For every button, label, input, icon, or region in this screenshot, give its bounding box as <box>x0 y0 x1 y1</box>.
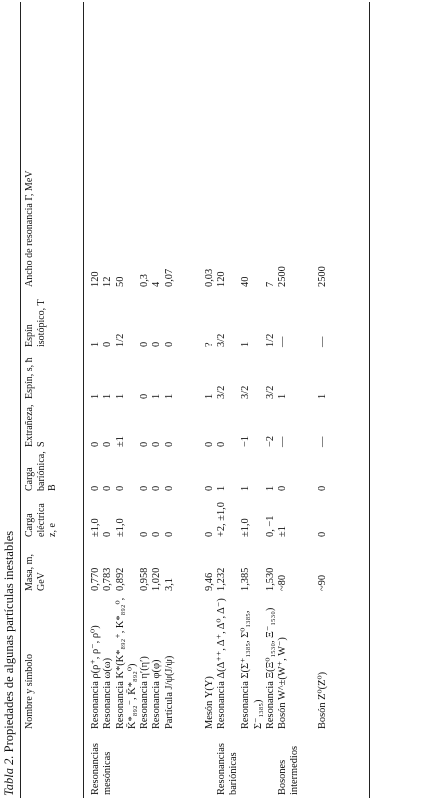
cell-name-text: Resonancia η′(η′) <box>139 656 151 729</box>
cell-strangeness-text: 0 <box>90 441 101 447</box>
cell-baryon-text: 1 <box>264 485 276 491</box>
cell-mass-text: 1,020 <box>151 567 163 591</box>
caption-text: Propiedades de algunas partículas inestables <box>2 530 16 753</box>
cell-name-text: Resonancia ω(ω) <box>102 657 114 729</box>
cell-width-text: 4 <box>151 281 163 287</box>
cell-mass <box>115 540 140 594</box>
cell-baryon-text: 0 <box>114 485 126 491</box>
table-row <box>102 2 114 798</box>
cell-strangeness <box>84 402 103 450</box>
cell-name-text: Mesón Υ(Υ) <box>203 676 215 729</box>
cell-spin <box>102 350 114 402</box>
cell-strangeness-text: 0 <box>203 441 215 447</box>
cell-name <box>277 594 317 732</box>
cell-baryon <box>317 450 361 494</box>
cell-width <box>115 2 140 290</box>
table-row <box>151 2 163 798</box>
cell-mass <box>216 540 241 594</box>
cell-name <box>317 594 361 732</box>
cell-baryon-text: 0 <box>90 485 101 491</box>
cell-width-text: 40 <box>240 276 252 287</box>
particles-table <box>20 2 370 798</box>
cell-strangeness <box>240 402 265 450</box>
cell-isospin-text: 0 <box>102 341 114 347</box>
cell-strangeness <box>164 402 204 450</box>
cell-charge <box>216 494 241 540</box>
cell-charge-text: 0 <box>163 531 175 537</box>
cell-width <box>164 2 204 290</box>
cell-group <box>115 732 140 798</box>
cell-mass <box>240 540 265 594</box>
cell-baryon <box>265 450 277 494</box>
cell-strangeness <box>139 402 151 450</box>
cell-baryon <box>277 450 317 494</box>
cell-mass-text: 0,958 <box>139 567 151 591</box>
cell-width-text: 2500 <box>277 266 289 287</box>
cell-baryon <box>102 450 114 494</box>
cell-isospin <box>317 290 361 350</box>
cell-charge <box>115 494 140 540</box>
cell-mass <box>317 540 361 594</box>
cell-name-text: Partícula J/ψ(J/ψ) <box>163 655 175 729</box>
cell-baryon <box>240 450 265 494</box>
cell-group <box>277 732 317 798</box>
cell-baryon-text: 0 <box>277 485 289 491</box>
cell-group-text: Bosones intermedios <box>277 745 301 795</box>
cell-spin-text: 1 <box>151 393 163 399</box>
cell-charge <box>151 494 163 540</box>
header-baryon: Carga bariónica, B <box>21 450 84 494</box>
cell-spin <box>151 350 163 402</box>
cell-mass-text: 3,1 <box>163 578 175 591</box>
cell-width-text: 50 <box>114 276 126 287</box>
cell-isospin-text: 1 <box>90 341 101 347</box>
table-bottom-rule <box>361 2 370 798</box>
cell-strangeness-text: 0 <box>102 441 114 447</box>
cell-spin <box>84 350 103 402</box>
cell-mass-text: ~90 <box>317 574 329 591</box>
header-strangeness: Extrañeza, S <box>21 402 84 450</box>
cell-strangeness-text: 0 <box>215 441 227 447</box>
cell-strangeness-text: — <box>317 436 329 447</box>
cell-group <box>317 732 361 798</box>
cell-baryon-text: 0 <box>203 485 215 491</box>
rule-cell <box>361 402 370 450</box>
cell-spin <box>277 350 317 402</box>
cell-isospin-text: — <box>317 336 329 347</box>
cell-charge-text: ±1,0 <box>240 518 252 537</box>
cell-spin-text: 1 <box>277 393 289 399</box>
cell-name-text: Resonancia K*(K*₈₉₂⁺, K*₈₉₂⁰, K̄*₈₉₂⁻, K̄*₈₉₂⁰) <box>114 597 138 729</box>
cell-isospin <box>84 290 103 350</box>
cell-name-text: Bosón Z⁰(Z⁰) <box>317 671 329 729</box>
cell-group <box>139 732 151 798</box>
rule-cell <box>361 594 370 732</box>
header-row <box>21 2 84 798</box>
cell-charge <box>204 494 216 540</box>
cell-spin-text: 1 <box>90 393 101 399</box>
cell-charge-text: 0 <box>151 531 163 537</box>
rule-cell <box>361 2 370 290</box>
cell-strangeness-text: — <box>277 436 289 447</box>
cell-baryon-text: 0 <box>102 485 114 491</box>
cell-name-text: Resonancia φ(φ) <box>151 659 163 729</box>
rule-cell <box>361 350 370 402</box>
cell-mass-text: ~80 <box>277 574 289 591</box>
cell-width <box>204 2 216 290</box>
cell-mass-text: 0,770 <box>90 567 101 591</box>
cell-isospin <box>216 290 241 350</box>
cell-group <box>151 732 163 798</box>
table-row <box>317 2 361 798</box>
cell-spin-text: 1 <box>102 393 114 399</box>
cell-group <box>102 732 114 798</box>
rule-cell <box>361 450 370 494</box>
cell-width-text: 0,03 <box>203 268 215 287</box>
cell-width-text: 7 <box>264 281 276 287</box>
cell-strangeness <box>216 402 241 450</box>
cell-name <box>204 594 216 732</box>
cell-isospin-text: — <box>277 336 289 347</box>
cell-charge-text: 0, −1 <box>264 515 276 537</box>
cell-spin <box>164 350 204 402</box>
cell-charge <box>265 494 277 540</box>
cell-strangeness <box>102 402 114 450</box>
cell-name-text: Resonancia ρ(ρ⁺, ρ⁻, ρ⁰) <box>90 625 101 729</box>
cell-mass-text: 0,783 <box>102 567 114 591</box>
cell-spin-text: 1 <box>317 393 329 399</box>
cell-name-text: Resonancia Σ(Σ⁺₁₃₈₅, Σ⁰₁₃₈₅, Σ⁻₁₃₈₅) <box>240 610 264 729</box>
cell-width <box>139 2 151 290</box>
table-row <box>164 2 204 798</box>
header-mass: Masa, m, GeV <box>21 540 84 594</box>
cell-charge-text: 0 <box>102 531 114 537</box>
cell-name <box>139 594 151 732</box>
cell-baryon <box>151 450 163 494</box>
caption-label: Tabla 2. <box>2 755 16 796</box>
cell-width-text: 2500 <box>317 266 329 287</box>
cell-charge <box>102 494 114 540</box>
cell-mass-text: 1,385 <box>240 567 252 591</box>
cell-name-text: Resonancia Ξ(Ξ⁰₁₅₃₀, Ξ⁻₁₅₃₀) <box>264 607 276 729</box>
cell-isospin-text: ? <box>203 342 215 347</box>
header-name: Nombre y símbolo <box>21 594 84 732</box>
table-row <box>265 2 277 798</box>
cell-name <box>102 594 114 732</box>
cell-isospin-text: 0 <box>139 341 151 347</box>
table-row <box>139 2 151 798</box>
cell-charge <box>277 494 317 540</box>
cell-width <box>102 2 114 290</box>
cell-charge <box>240 494 265 540</box>
cell-spin <box>240 350 265 402</box>
cell-isospin <box>102 290 114 350</box>
cell-name <box>115 594 140 732</box>
table-row <box>84 2 103 798</box>
cell-isospin-text: 1/2 <box>264 333 276 347</box>
cell-baryon <box>139 450 151 494</box>
cell-spin <box>317 350 361 402</box>
cell-strangeness <box>151 402 163 450</box>
cell-baryon-text: 1 <box>240 485 252 491</box>
cell-spin <box>115 350 140 402</box>
cell-mass <box>204 540 216 594</box>
cell-mass-text: 1,530 <box>264 567 276 591</box>
cell-baryon <box>216 450 241 494</box>
header-spin: Espín, s, ħ <box>21 350 84 402</box>
cell-group-text: mesónicas <box>102 751 114 795</box>
cell-charge-text: +2, ±1,0 <box>215 502 227 537</box>
cell-strangeness <box>277 402 317 450</box>
cell-width <box>240 2 265 290</box>
rule-cell <box>361 494 370 540</box>
header-width: Ancho de resonancia Γ, MeV <box>21 2 84 290</box>
cell-isospin <box>164 290 204 350</box>
cell-strangeness-text: 0 <box>139 441 151 447</box>
cell-charge-text: 0 <box>203 531 215 537</box>
cell-strangeness <box>204 402 216 450</box>
cell-isospin <box>151 290 163 350</box>
cell-mass <box>139 540 151 594</box>
rule-cell <box>361 290 370 350</box>
cell-spin <box>204 350 216 402</box>
header-charge: Carga eléctrica z, e <box>21 494 84 540</box>
table-row <box>216 2 241 798</box>
cell-width-text: 0,07 <box>163 268 175 287</box>
cell-mass <box>164 540 204 594</box>
cell-charge <box>164 494 204 540</box>
cell-baryon-text: 0 <box>139 485 151 491</box>
cell-width <box>317 2 361 290</box>
cell-name <box>240 594 265 732</box>
cell-mass <box>151 540 163 594</box>
cell-group <box>240 732 265 798</box>
cell-width-text: 12 <box>102 276 114 287</box>
cell-charge-text: 0 <box>139 531 151 537</box>
cell-charge-text: ±1,0 <box>90 518 101 537</box>
cell-strangeness <box>115 402 140 450</box>
cell-baryon-text: 1 <box>215 485 227 491</box>
cell-width <box>151 2 163 290</box>
cell-charge-text: ±1,0 <box>114 518 126 537</box>
cell-charge <box>317 494 361 540</box>
cell-width <box>84 2 103 290</box>
cell-isospin-text: 3/2 <box>215 333 227 347</box>
cell-spin <box>265 350 277 402</box>
cell-isospin <box>115 290 140 350</box>
cell-strangeness-text: 0 <box>151 441 163 447</box>
cell-isospin <box>240 290 265 350</box>
cell-spin-text: 3/2 <box>215 385 227 399</box>
rule-cell <box>361 732 370 798</box>
cell-group-text: Resonancias <box>90 743 101 795</box>
cell-width-text: 120 <box>90 271 101 287</box>
cell-charge-text: 0 <box>317 531 329 537</box>
cell-width <box>277 2 317 290</box>
cell-baryon <box>115 450 140 494</box>
cell-spin-text: 0 <box>139 393 151 399</box>
cell-group <box>216 732 241 798</box>
table-caption <box>2 531 17 796</box>
cell-strangeness-text: −1 <box>240 435 252 447</box>
table-row <box>204 2 216 798</box>
cell-isospin <box>139 290 151 350</box>
cell-baryon <box>164 450 204 494</box>
cell-isospin <box>204 290 216 350</box>
cell-baryon-text: 0 <box>151 485 163 491</box>
cell-spin-text: 3/2 <box>264 385 276 399</box>
cell-isospin-text: 0 <box>151 341 163 347</box>
cell-baryon-text: 0 <box>163 485 175 491</box>
cell-name <box>151 594 163 732</box>
cell-charge <box>139 494 151 540</box>
cell-isospin <box>265 290 277 350</box>
cell-group <box>265 732 277 798</box>
cell-name <box>84 594 103 732</box>
cell-spin-text: 1 <box>114 393 126 399</box>
cell-width <box>216 2 241 290</box>
cell-strangeness-text: 0 <box>163 441 175 447</box>
cell-spin <box>139 350 151 402</box>
cell-charge <box>84 494 103 540</box>
cell-group <box>164 732 204 798</box>
cell-baryon-text: 0 <box>317 485 329 491</box>
cell-name <box>265 594 277 732</box>
cell-name-text: Bosón W^±(W⁺, W⁻) <box>277 637 289 729</box>
cell-width-text: 0,3 <box>139 274 151 287</box>
cell-strangeness-text: −2 <box>264 435 276 447</box>
header-isospin: Espín isotópico, T <box>21 290 84 350</box>
cell-spin <box>216 350 241 402</box>
cell-spin-text: 1 <box>163 393 175 399</box>
rule-cell <box>361 540 370 594</box>
cell-isospin-text: 1/2 <box>114 333 126 347</box>
table-row <box>240 2 265 798</box>
cell-name-text: Resonancia Δ(Δ⁺⁺, Δ⁺, Δ⁰, Δ⁻) <box>215 598 227 729</box>
cell-mass-text: 0,892 <box>114 567 126 591</box>
cell-mass-text: 1,232 <box>215 567 227 591</box>
header-group <box>21 732 84 798</box>
cell-spin-text: 1 <box>203 393 215 399</box>
cell-strangeness <box>265 402 277 450</box>
cell-group <box>84 732 103 798</box>
table-row <box>277 2 317 798</box>
cell-strangeness <box>317 402 361 450</box>
cell-mass <box>84 540 103 594</box>
cell-group <box>204 732 216 798</box>
cell-mass-text: 9,46 <box>203 572 215 591</box>
cell-strangeness-text: ±1 <box>114 436 126 447</box>
cell-mass <box>102 540 114 594</box>
cell-isospin-text: 1 <box>240 341 252 347</box>
cell-mass <box>277 540 317 594</box>
cell-mass <box>265 540 277 594</box>
table-row <box>115 2 140 798</box>
cell-isospin <box>277 290 317 350</box>
cell-spin-text: 3/2 <box>240 385 252 399</box>
cell-name <box>164 594 204 732</box>
table-body <box>84 2 370 798</box>
cell-width-text: 120 <box>215 271 227 287</box>
cell-baryon <box>204 450 216 494</box>
cell-group-text: Resonancias bariónicas <box>215 743 240 795</box>
cell-charge-text: ±1 <box>277 526 289 537</box>
cell-width <box>265 2 277 290</box>
cell-baryon <box>84 450 103 494</box>
cell-isospin-text: 0 <box>163 341 175 347</box>
cell-name <box>216 594 241 732</box>
